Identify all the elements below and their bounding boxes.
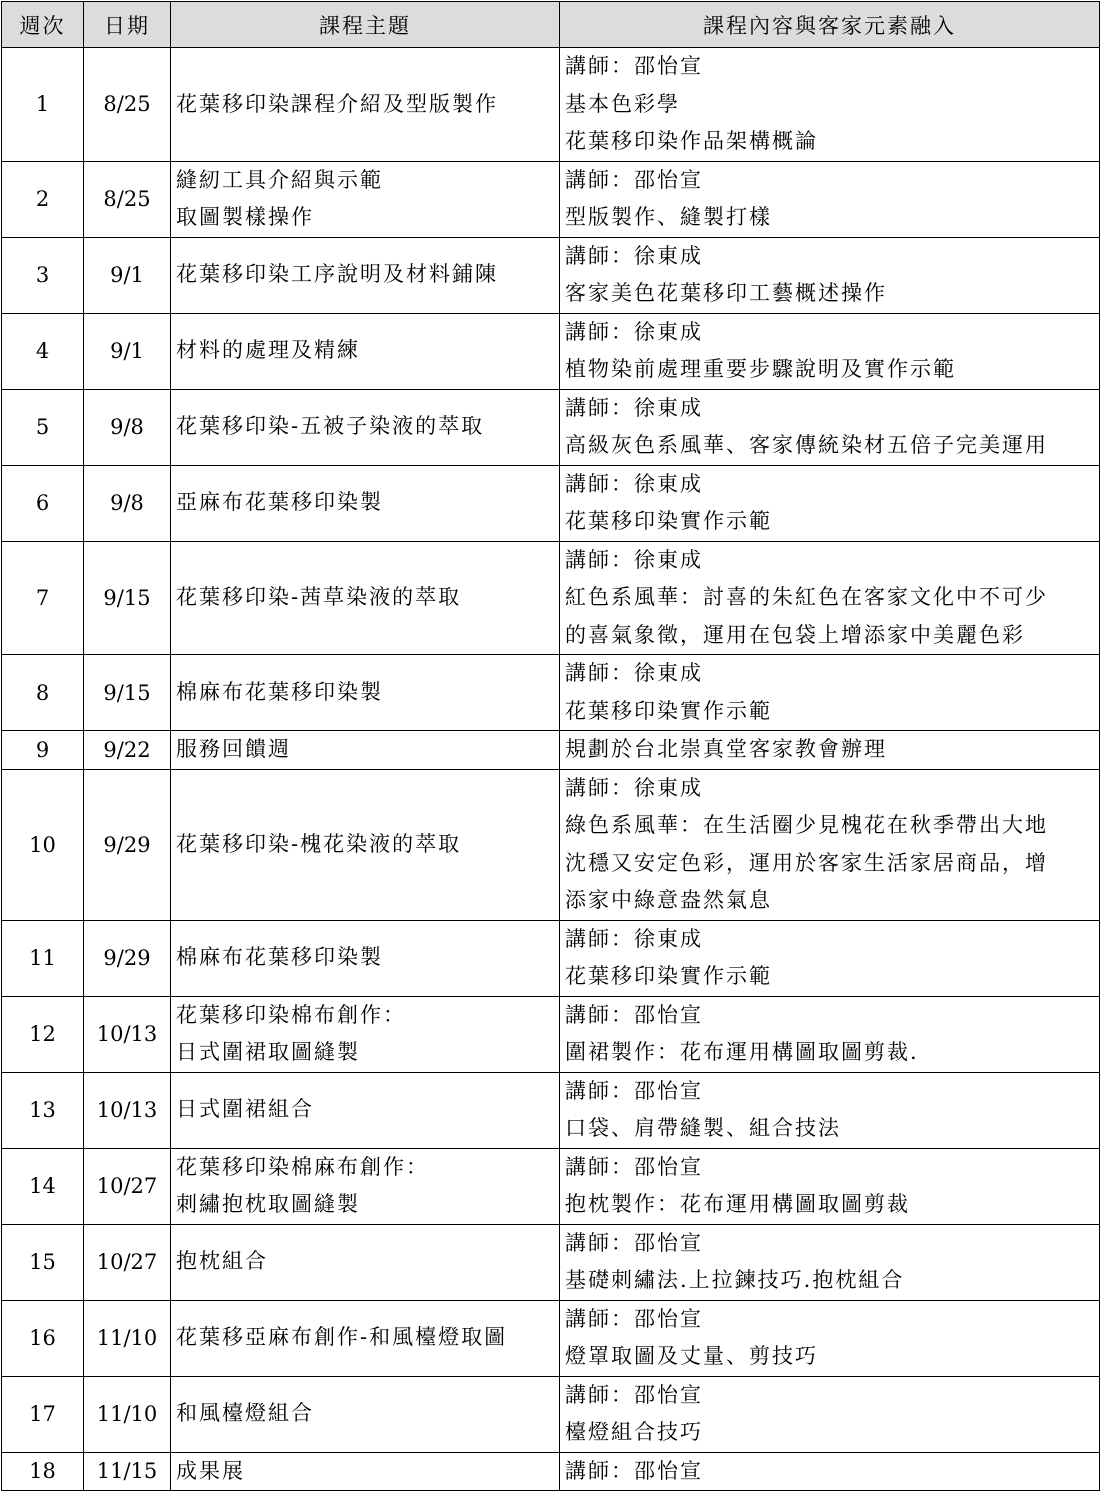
date-cell: 10/27 <box>84 1148 171 1224</box>
topic-line: 日式圍裙組合 <box>176 1097 314 1122</box>
content-line: 沈穩又安定色彩，運用於客家生活家居商品，增 <box>565 850 1048 875</box>
date-cell: 10/13 <box>84 1072 171 1148</box>
date-cell: 10/27 <box>84 1224 171 1300</box>
content-cell <box>560 1376 1100 1452</box>
content-cell <box>560 465 1100 541</box>
content-cell <box>560 655 1100 731</box>
content-line: 基礎刺繡法.上拉鍊技巧.抱枕組合 <box>565 1268 905 1292</box>
week-cell: 13 <box>2 1072 84 1148</box>
topic-line: 亞麻布花葉移印染製 <box>176 490 383 515</box>
topic-cell <box>171 237 560 313</box>
topic-line: 花葉移印染棉布創作： <box>176 1002 406 1027</box>
content-cell <box>560 1452 1100 1491</box>
topic-line: 花葉移印染工序說明及材料鋪陳 <box>176 262 498 287</box>
content-line: 講師：邵怡宣 <box>565 1230 703 1255</box>
table-row <box>2 1072 1100 1148</box>
week-cell: 12 <box>2 996 84 1072</box>
table-row <box>2 1148 1100 1224</box>
content-cell <box>560 389 1100 465</box>
content-line: 講師：邵怡宣 <box>565 1382 703 1407</box>
table-header <box>2 2 1100 48</box>
topic-cell <box>171 920 560 996</box>
week-cell: 6 <box>2 465 84 541</box>
content-cell <box>560 920 1100 996</box>
date-cell: 9/1 <box>84 313 171 389</box>
content-line: 講師：徐東成 <box>565 471 703 496</box>
topic-cell <box>171 1072 560 1148</box>
content-line: 講師：邵怡宣 <box>565 1002 703 1027</box>
content-line: 花葉移印染實作示範 <box>565 698 772 723</box>
date-cell: 9/22 <box>84 731 171 770</box>
table-row <box>2 161 1100 237</box>
topic-line: 刺繡抱枕取圖縫製 <box>176 1192 360 1216</box>
content-line: 講師：徐東成 <box>565 775 703 800</box>
topic-line: 日式圍裙取圖縫製 <box>176 1040 360 1064</box>
content-line: 口袋、肩帶縫製、組合技法 <box>565 1116 841 1140</box>
week-cell: 1 <box>2 48 84 162</box>
week-cell: 5 <box>2 389 84 465</box>
table-row <box>2 1376 1100 1452</box>
table-row <box>2 996 1100 1072</box>
content-cell <box>560 1300 1100 1376</box>
topic-line: 取圖製樣操作 <box>176 205 314 229</box>
week-cell: 10 <box>2 769 84 920</box>
week-cell: 7 <box>2 541 84 655</box>
content-cell <box>560 996 1100 1072</box>
content-line: 講師：徐東成 <box>565 926 703 951</box>
topic-cell <box>171 48 560 162</box>
week-cell: 2 <box>2 161 84 237</box>
topic-line: 抱枕組合 <box>176 1249 268 1274</box>
topic-line: 花葉移印染-槐花染液的萃取 <box>176 831 462 856</box>
content-line: 規劃於台北崇真堂客家教會辦理 <box>565 737 887 761</box>
content-line: 添家中綠意盎然氣息 <box>565 888 772 912</box>
content-line: 圍裙製作：花布運用構圖取圖剪裁. <box>565 1040 919 1064</box>
date-cell: 11/15 <box>84 1452 171 1491</box>
topic-cell <box>171 1300 560 1376</box>
topic-line: 花葉移印染-五被子染液的萃取 <box>176 414 485 439</box>
content-line: 講師：徐東成 <box>565 319 703 344</box>
date-cell: 9/8 <box>84 465 171 541</box>
table-row <box>2 655 1100 731</box>
topic-line: 花葉移印染課程介紹及型版製作 <box>176 91 498 116</box>
week-cell: 15 <box>2 1224 84 1300</box>
topic-line: 縫紉工具介紹與示範 <box>176 167 383 192</box>
topic-cell <box>171 389 560 465</box>
content-line: 講師：邵怡宣 <box>565 1078 703 1103</box>
header-content: 課程內容與客家元素融入 <box>560 2 1100 48</box>
content-cell <box>560 1072 1100 1148</box>
week-cell: 16 <box>2 1300 84 1376</box>
content-line: 檯燈組合技巧 <box>565 1420 703 1444</box>
date-cell: 9/15 <box>84 541 171 655</box>
table-row <box>2 920 1100 996</box>
week-cell: 8 <box>2 655 84 731</box>
week-cell: 14 <box>2 1148 84 1224</box>
content-line: 高級灰色系風華、客家傳統染材五倍子完美運用 <box>565 433 1048 457</box>
table-row <box>2 465 1100 541</box>
date-cell: 9/8 <box>84 389 171 465</box>
content-line: 講師：邵怡宣 <box>565 1306 703 1331</box>
topic-line: 成果展 <box>176 1458 245 1483</box>
table-row <box>2 313 1100 389</box>
content-line: 的喜氣象徵，運用在包袋上增添家中美麗色彩 <box>565 622 1025 647</box>
topic-cell <box>171 1224 560 1300</box>
content-cell <box>560 769 1100 920</box>
table-row <box>2 1452 1100 1491</box>
week-cell: 4 <box>2 313 84 389</box>
content-cell <box>560 731 1100 770</box>
header-topic: 課程主題 <box>171 2 560 48</box>
content-cell <box>560 313 1100 389</box>
week-cell: 17 <box>2 1376 84 1452</box>
date-cell: 9/29 <box>84 920 171 996</box>
content-line: 抱枕製作：花布運用構圖取圖剪裁 <box>565 1192 910 1216</box>
content-line: 講師：徐東成 <box>565 395 703 420</box>
topic-line: 棉麻布花葉移印染製 <box>176 945 383 970</box>
content-line: 講師：邵怡宣 <box>565 1154 703 1179</box>
content-line: 講師：徐東成 <box>565 243 703 268</box>
content-cell <box>560 237 1100 313</box>
header-week: 週次 <box>2 2 84 48</box>
content-cell <box>560 1148 1100 1224</box>
week-cell: 3 <box>2 237 84 313</box>
topic-cell <box>171 655 560 731</box>
topic-cell <box>171 731 560 770</box>
date-cell: 9/29 <box>84 769 171 920</box>
table-row <box>2 1224 1100 1300</box>
table-row <box>2 769 1100 920</box>
date-cell: 9/1 <box>84 237 171 313</box>
content-line: 講師：邵怡宣 <box>565 1458 703 1483</box>
content-line: 講師：邵怡宣 <box>565 54 703 78</box>
content-line: 花葉移印染實作示範 <box>565 509 772 533</box>
topic-line: 花葉移印染棉麻布創作： <box>176 1154 429 1179</box>
topic-cell <box>171 1148 560 1224</box>
content-line: 綠色系風華：在生活圈少見槐花在秋季帶出大地 <box>565 813 1048 837</box>
table-body <box>2 48 1100 1491</box>
table-row <box>2 389 1100 465</box>
table-row <box>2 48 1100 162</box>
content-line: 客家美色花葉移印工藝概述操作 <box>565 281 887 305</box>
date-cell: 8/25 <box>84 161 171 237</box>
topic-line: 花葉移亞麻布創作-和風檯燈取圖 <box>176 1325 508 1350</box>
table-row <box>2 237 1100 313</box>
content-cell <box>560 161 1100 237</box>
content-line: 講師：徐東成 <box>565 661 703 685</box>
topic-cell <box>171 769 560 920</box>
content-line: 燈罩取圖及丈量、剪技巧 <box>565 1344 818 1368</box>
topic-line: 花葉移印染-茜草染液的萃取 <box>176 585 462 609</box>
date-cell: 8/25 <box>84 48 171 162</box>
header-row <box>2 2 1100 48</box>
date-cell: 9/15 <box>84 655 171 731</box>
topic-line: 材料的處理及精練 <box>176 338 360 363</box>
topic-cell <box>171 1452 560 1491</box>
week-cell: 18 <box>2 1452 84 1491</box>
content-line: 講師：徐東成 <box>565 547 703 572</box>
content-cell <box>560 541 1100 655</box>
week-cell: 9 <box>2 731 84 770</box>
topic-cell <box>171 313 560 389</box>
table-row <box>2 541 1100 655</box>
header-date: 日期 <box>84 2 171 48</box>
content-line: 花葉移印染作品架構概論 <box>565 129 818 153</box>
topic-cell <box>171 1376 560 1452</box>
content-line: 花葉移印染實作示範 <box>565 964 772 988</box>
content-line: 紅色系風華：討喜的朱紅色在客家文化中不可少 <box>565 585 1048 609</box>
content-line: 型版製作、縫製打樣 <box>565 205 772 229</box>
topic-cell <box>171 465 560 541</box>
topic-cell <box>171 996 560 1072</box>
content-cell <box>560 48 1100 162</box>
topic-line: 和風檯燈組合 <box>176 1401 314 1426</box>
content-line: 講師：邵怡宣 <box>565 167 703 192</box>
topic-line: 棉麻布花葉移印染製 <box>176 679 383 704</box>
course-schedule-table <box>1 1 1100 1491</box>
content-cell <box>560 1224 1100 1300</box>
week-cell: 11 <box>2 920 84 996</box>
date-cell: 11/10 <box>84 1376 171 1452</box>
content-line: 植物染前處理重要步驟說明及實作示範 <box>565 357 956 381</box>
content-line: 基本色彩學 <box>565 91 680 116</box>
table-row <box>2 1300 1100 1376</box>
date-cell: 10/13 <box>84 996 171 1072</box>
topic-line: 服務回饋週 <box>176 737 291 761</box>
date-cell: 11/10 <box>84 1300 171 1376</box>
table-row <box>2 731 1100 770</box>
topic-cell <box>171 541 560 655</box>
topic-cell <box>171 161 560 237</box>
